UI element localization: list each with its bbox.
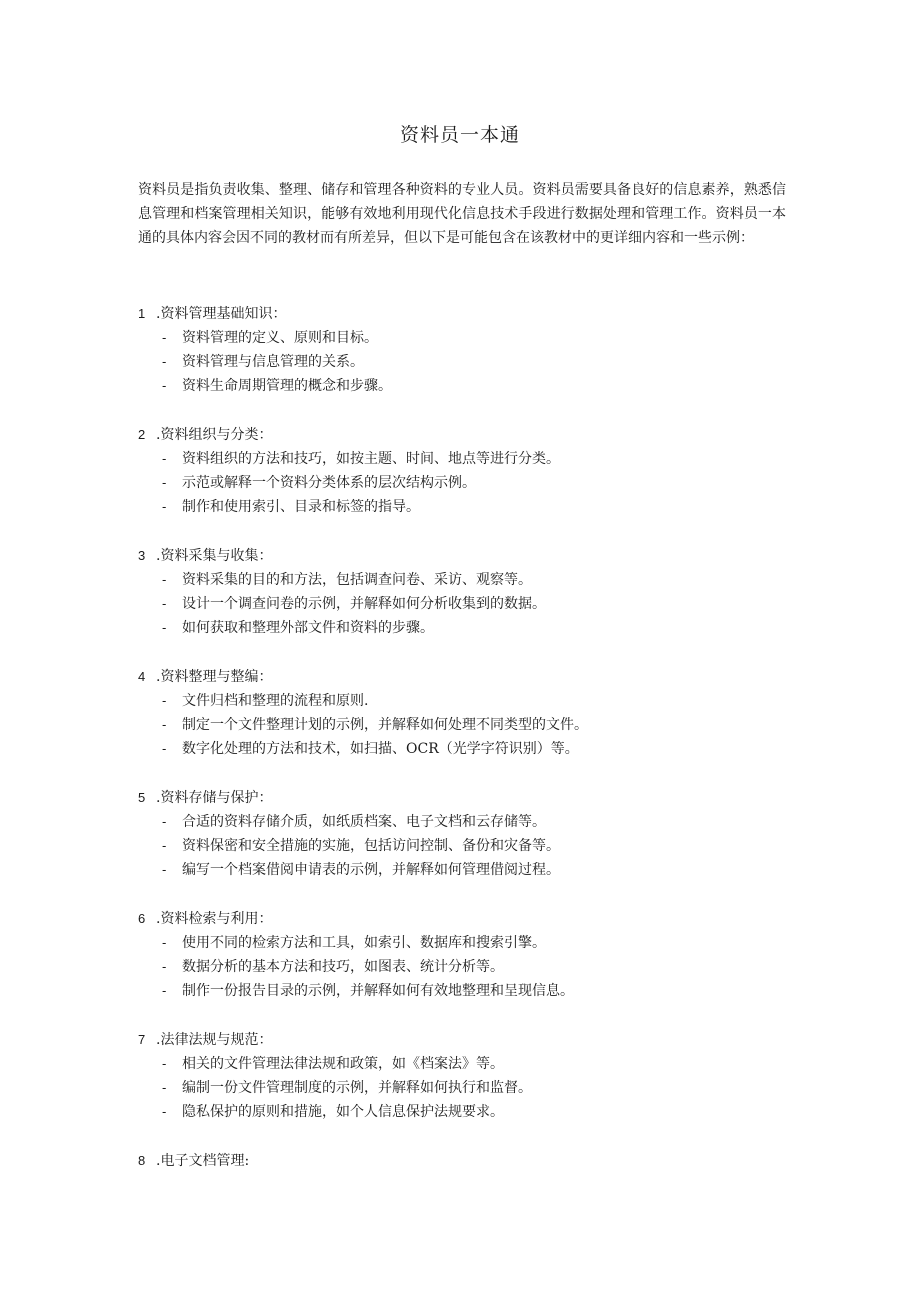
list-item-text: 制作一份报告目录的示例，并解释如何有效地整理和呈现信息。 xyxy=(182,983,574,999)
section-title: .法律法规与规范： xyxy=(156,1032,273,1048)
section-title: .资料采集与收集： xyxy=(156,548,273,564)
bullet-dash: - xyxy=(162,838,167,853)
list-item-text: 编写一个档案借阅申请表的示例，并解释如何管理借阅过程。 xyxy=(182,862,560,878)
section-list xyxy=(138,302,798,1198)
section-2 xyxy=(138,423,798,519)
list-item-text: 制定一个文件整理计划的示例，并解释如何处理不同类型的文件。 xyxy=(182,717,588,733)
section-1 xyxy=(138,302,798,398)
section-number: 8 xyxy=(138,1153,146,1168)
bullet-dash: - xyxy=(162,1056,167,1071)
list-item xyxy=(138,737,798,761)
list-item xyxy=(138,326,798,350)
section-items xyxy=(138,810,798,882)
section-3 xyxy=(138,544,798,640)
bullet-dash: - xyxy=(162,959,167,974)
section-7 xyxy=(138,1028,798,1124)
section-title: .资料整理与整编： xyxy=(156,669,273,685)
list-item-text: 资料组织的方法和技巧，如按主题、时间、地点等进行分类。 xyxy=(182,451,560,467)
section-5 xyxy=(138,786,798,882)
bullet-dash: - xyxy=(162,814,167,829)
list-item xyxy=(138,616,798,640)
section-title: .资料检索与利用： xyxy=(156,911,273,927)
bullet-dash: - xyxy=(162,693,167,708)
list-item-text: 资料管理与信息管理的关系。 xyxy=(182,354,364,370)
bullet-dash: - xyxy=(162,378,167,393)
section-number: 7 xyxy=(138,1032,146,1047)
section-heading xyxy=(138,1028,798,1052)
section-items xyxy=(138,931,798,1003)
list-item-text: 文件归档和整理的流程和原则. xyxy=(182,693,369,709)
list-item xyxy=(138,1076,798,1100)
section-heading xyxy=(138,302,798,326)
list-item xyxy=(138,495,798,519)
bullet-dash: - xyxy=(162,499,167,514)
list-item-text: 示范或解释一个资料分类体系的层次结构示例。 xyxy=(182,475,476,491)
section-number: 1 xyxy=(138,306,146,321)
section-number: 5 xyxy=(138,790,146,805)
list-item xyxy=(138,447,798,471)
list-item-text: 资料生命周期管理的概念和步骤。 xyxy=(182,378,392,394)
list-item xyxy=(138,471,798,495)
section-title: .资料存储与保护： xyxy=(156,790,273,806)
section-title: .电子文档管理: xyxy=(156,1153,250,1169)
bullet-dash: - xyxy=(162,475,167,490)
list-item xyxy=(138,979,798,1003)
section-heading xyxy=(138,1149,798,1173)
list-item-text: 相关的文件管理法律法规和政策，如《档案法》等。 xyxy=(182,1056,504,1072)
section-number: 2 xyxy=(138,427,146,442)
section-items xyxy=(138,689,798,761)
bullet-dash: - xyxy=(162,935,167,950)
section-items xyxy=(138,326,798,398)
list-item xyxy=(138,592,798,616)
section-number: 6 xyxy=(138,911,146,926)
list-item xyxy=(138,810,798,834)
section-number: 3 xyxy=(138,548,146,563)
section-8 xyxy=(138,1149,798,1173)
list-item xyxy=(138,858,798,882)
bullet-dash: - xyxy=(162,1080,167,1095)
bullet-dash: - xyxy=(162,354,167,369)
bullet-dash: - xyxy=(162,717,167,732)
list-item-text: 制作和使用索引、目录和标签的指导。 xyxy=(182,499,420,515)
list-item xyxy=(138,834,798,858)
bullet-dash: - xyxy=(162,1104,167,1119)
intro-paragraph: 资料员是指负责收集、整理、储存和管理各种资料的专业人员。资料员需要具备良好的信息素养，熟悉信息管理和档案管理相关知识，能够有效地利用现代化信息技术手段进行数据处理和管理工作。资料员一本通的具体内容会因不同的教材而有所差异，但以下是可能包含在该教材中的更详细内容和一些示例： xyxy=(138,182,786,246)
section-items xyxy=(138,568,798,640)
bullet-dash: - xyxy=(162,741,167,756)
section-heading xyxy=(138,665,798,689)
bullet-dash: - xyxy=(162,620,167,635)
list-item xyxy=(138,374,798,398)
list-item-text: 合适的资料存储介质，如纸质档案、电子文档和云存储等。 xyxy=(182,814,546,830)
section-heading xyxy=(138,544,798,568)
bullet-dash: - xyxy=(162,451,167,466)
section-6 xyxy=(138,907,798,1003)
section-title: .资料管理基础知识： xyxy=(156,306,287,322)
section-number: 4 xyxy=(138,669,146,684)
list-item-text: 资料保密和安全措施的实施，包括访问控制、备份和灾备等。 xyxy=(182,838,560,854)
list-item xyxy=(138,713,798,737)
section-items xyxy=(138,1052,798,1124)
bullet-dash: - xyxy=(162,596,167,611)
section-4 xyxy=(138,665,798,761)
list-item xyxy=(138,350,798,374)
list-item xyxy=(138,689,798,713)
document-title: 资料员一本通 xyxy=(399,124,520,146)
section-heading xyxy=(138,786,798,810)
section-items xyxy=(138,447,798,519)
list-item xyxy=(138,931,798,955)
list-item-text: 如何获取和整理外部文件和资料的步骤。 xyxy=(182,620,434,636)
list-item-text: 隐私保护的原则和措施，如个人信息保护法规要求。 xyxy=(182,1104,504,1120)
list-item xyxy=(138,568,798,592)
bullet-dash: - xyxy=(162,572,167,587)
section-title: .资料组织与分类： xyxy=(156,427,273,443)
list-item-text: 使用不同的检索方法和工具，如索引、数据库和搜索引擎。 xyxy=(182,935,546,951)
section-heading xyxy=(138,423,798,447)
bullet-dash: - xyxy=(162,330,167,345)
list-item-text: 设计一个调查问卷的示例，并解释如何分析收集到的数据。 xyxy=(182,596,546,612)
list-item xyxy=(138,1100,798,1124)
list-item-text: 数字化处理的方法和技术，如扫描、OCR（光学字符识别）等。 xyxy=(182,741,579,757)
list-item-text: 编制一份文件管理制度的示例，并解释如何执行和监督。 xyxy=(182,1080,532,1096)
list-item-text: 数据分析的基本方法和技巧，如图表、统计分析等。 xyxy=(182,959,504,975)
bullet-dash: - xyxy=(162,983,167,998)
list-item-text: 资料管理的定义、原则和目标。 xyxy=(182,330,378,346)
list-item xyxy=(138,955,798,979)
list-item xyxy=(138,1052,798,1076)
list-item-text: 资料采集的目的和方法，包括调查问卷、采访、观察等。 xyxy=(182,572,532,588)
section-heading xyxy=(138,907,798,931)
bullet-dash: - xyxy=(162,862,167,877)
